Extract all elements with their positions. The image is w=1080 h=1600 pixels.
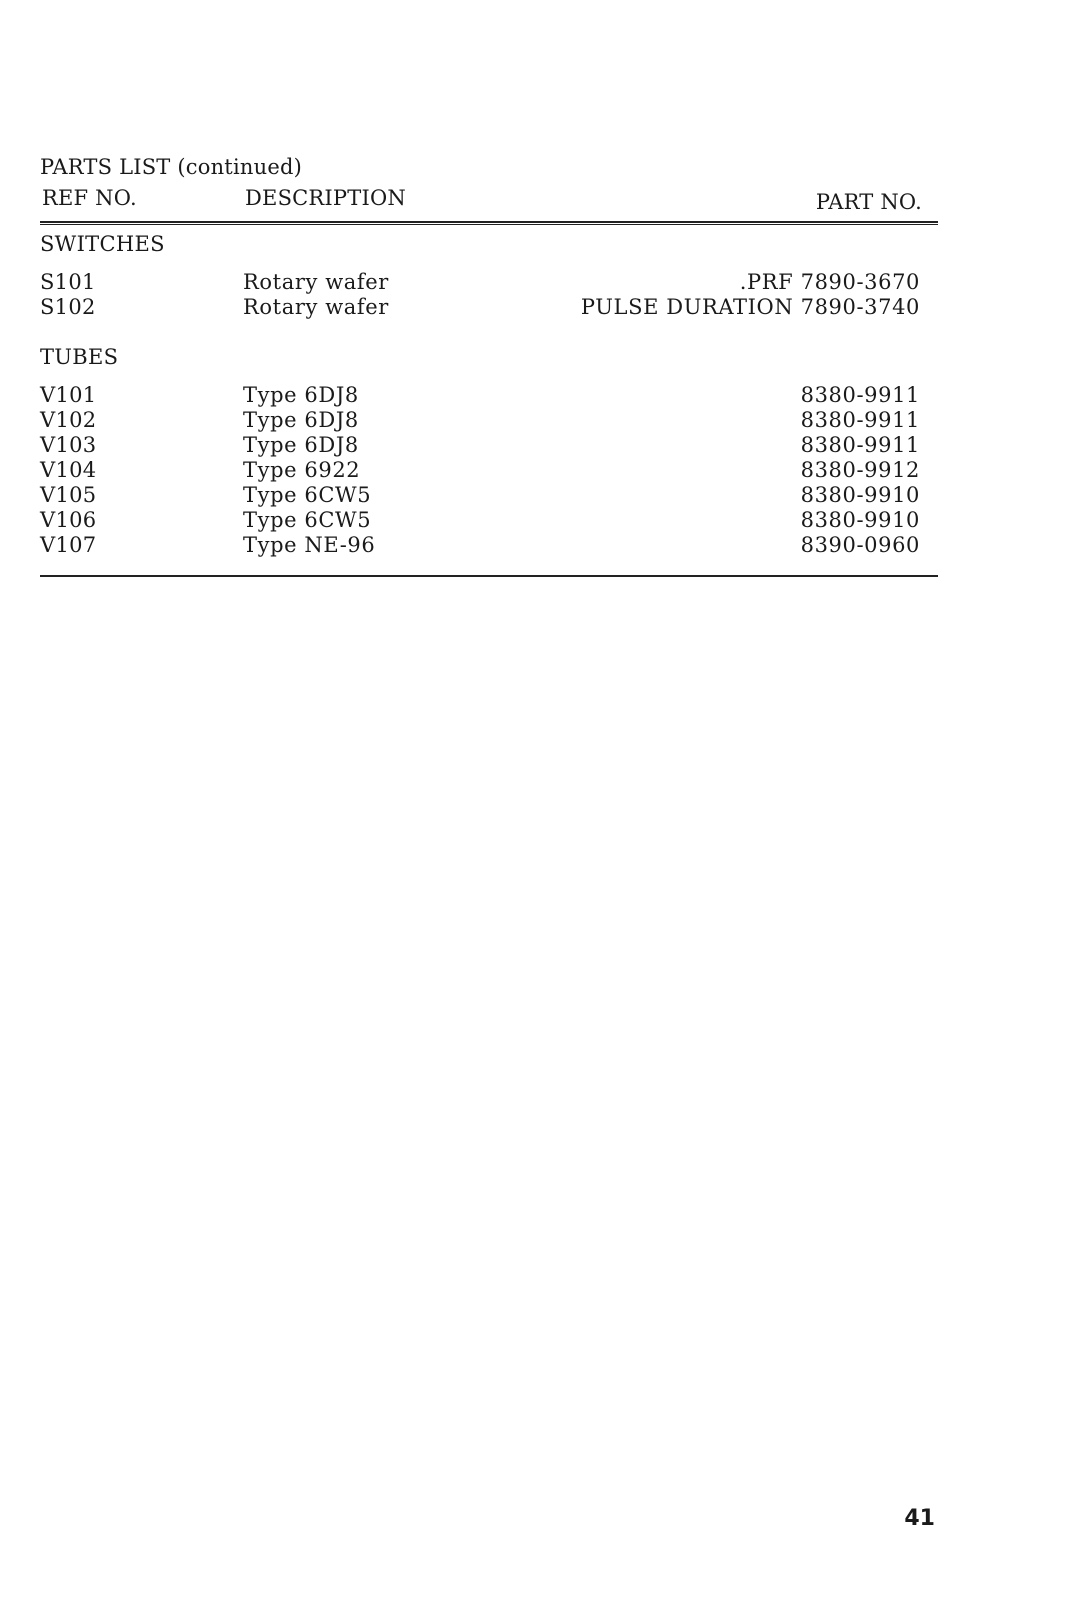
ref-no-cell: V105 bbox=[40, 483, 97, 507]
part-no-cell: 8380-9911 bbox=[800, 433, 920, 457]
header-description: DESCRIPTION bbox=[245, 186, 406, 210]
part-no-cell: 8380-9910 bbox=[800, 483, 920, 507]
description-cell: Type 6922 bbox=[243, 458, 361, 482]
table-row bbox=[0, 533, 1080, 559]
ref-no-cell: S102 bbox=[40, 295, 96, 319]
description-cell: Type 6DJ8 bbox=[243, 433, 359, 457]
page-number: 41 bbox=[904, 1506, 935, 1531]
ref-no-cell: V107 bbox=[40, 533, 97, 557]
ref-no-cell: V104 bbox=[40, 458, 97, 482]
table-row bbox=[0, 483, 1080, 509]
table-bottom-rule bbox=[40, 575, 938, 577]
ref-no-cell: V103 bbox=[40, 433, 97, 457]
description-cell: Type 6DJ8 bbox=[243, 408, 359, 432]
table-row bbox=[0, 295, 1080, 321]
description-cell: Type 6DJ8 bbox=[243, 383, 359, 407]
part-no-cell: 8380-9911 bbox=[800, 383, 920, 407]
ref-no-cell: V101 bbox=[40, 383, 97, 407]
part-no-cell: .PRF 7890-3670 bbox=[739, 270, 920, 294]
description-cell: Type 6CW5 bbox=[243, 483, 372, 507]
ref-no-cell: V106 bbox=[40, 508, 97, 532]
section-heading-switches: SWITCHES bbox=[40, 232, 165, 256]
table-row bbox=[0, 383, 1080, 409]
ref-no-cell: S101 bbox=[40, 270, 96, 294]
part-no-cell: 8380-9912 bbox=[800, 458, 920, 482]
description-cell: Type 6CW5 bbox=[243, 508, 372, 532]
description-cell: Rotary wafer bbox=[243, 270, 389, 294]
table-row bbox=[0, 270, 1080, 296]
description-cell: Rotary wafer bbox=[243, 295, 389, 319]
table-row bbox=[0, 408, 1080, 434]
description-cell: Type NE-96 bbox=[243, 533, 376, 557]
header-double-rule bbox=[40, 221, 938, 225]
ref-no-cell: V102 bbox=[40, 408, 97, 432]
part-no-cell: PULSE DURATION 7890-3740 bbox=[580, 295, 920, 319]
part-no-cell: 8380-9911 bbox=[800, 408, 920, 432]
part-no-cell: 8380-9910 bbox=[800, 508, 920, 532]
header-ref-no: REF NO. bbox=[42, 186, 137, 210]
section-heading-tubes: TUBES bbox=[40, 345, 119, 369]
table-row bbox=[0, 458, 1080, 484]
part-no-cell: 8390-0960 bbox=[800, 533, 920, 557]
parts-list-title: PARTS LIST (continued) bbox=[40, 155, 302, 179]
header-part-no: PART NO. bbox=[815, 190, 922, 214]
table-row bbox=[0, 433, 1080, 459]
table-row bbox=[0, 508, 1080, 534]
